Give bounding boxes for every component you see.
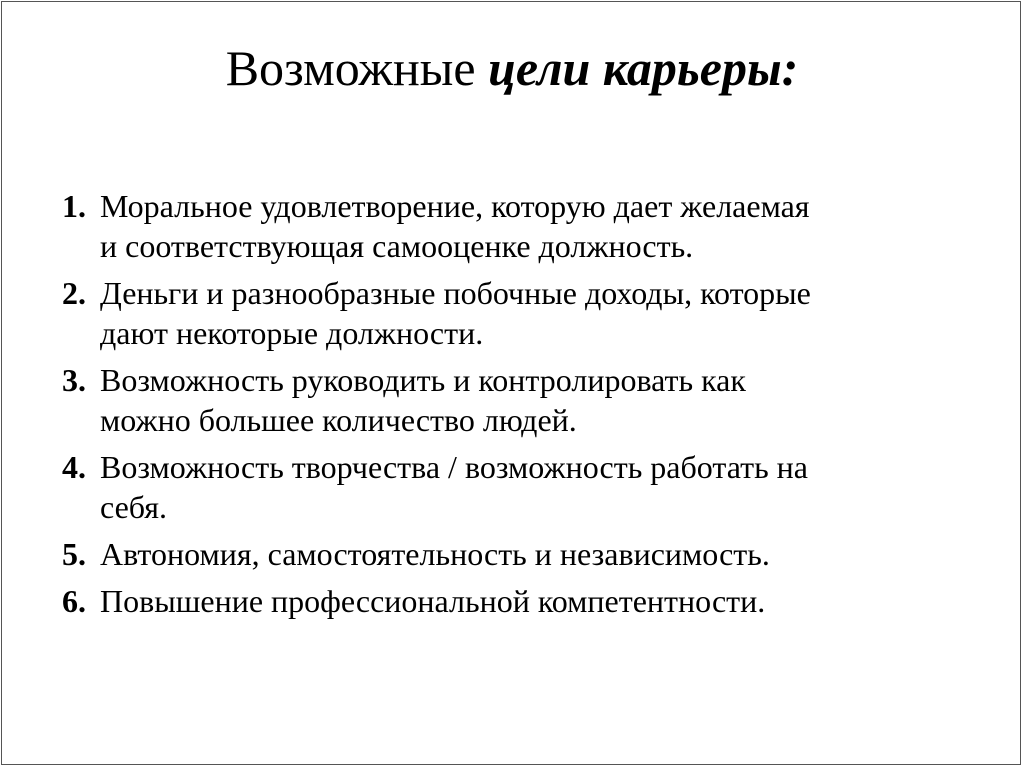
item-number: 6. (62, 583, 86, 619)
list-item (62, 534, 1002, 574)
list-item (62, 360, 1002, 440)
title-regular: Возможные (225, 40, 489, 96)
list-item (62, 273, 1002, 353)
item-text-line: дают некоторые должности. (100, 315, 484, 351)
item-number: 3. (62, 362, 86, 398)
item-text-line: Повышение профессиональной компетентности. (100, 583, 766, 619)
list-item (62, 581, 1002, 621)
item-text-line: Возможность руководить и контролировать как (100, 362, 746, 398)
goals-list (62, 186, 1002, 628)
item-number: 5. (62, 536, 86, 572)
item-text-line: Деньги и разнообразные побочные доходы, которые (100, 275, 811, 311)
item-text-line: Моральное удовлетворение, которую дает желаемая (100, 188, 810, 224)
item-number: 4. (62, 449, 86, 485)
item-number: 1. (62, 188, 86, 224)
slide-title (0, 38, 1024, 98)
item-text-line: Автономия, самостоятельность и независимость. (100, 536, 770, 572)
list-item (62, 447, 1002, 527)
item-text-line: себя. (100, 489, 167, 525)
list-item (62, 186, 1002, 266)
item-number: 2. (62, 275, 86, 311)
item-text-line: Возможность творчества / возможность работать на (100, 449, 808, 485)
title-emphasis: цели карьеры: (488, 40, 799, 96)
item-text-line: можно большее количество людей. (100, 402, 577, 438)
item-text-line: и соответствующая самооценке должность. (100, 228, 694, 264)
